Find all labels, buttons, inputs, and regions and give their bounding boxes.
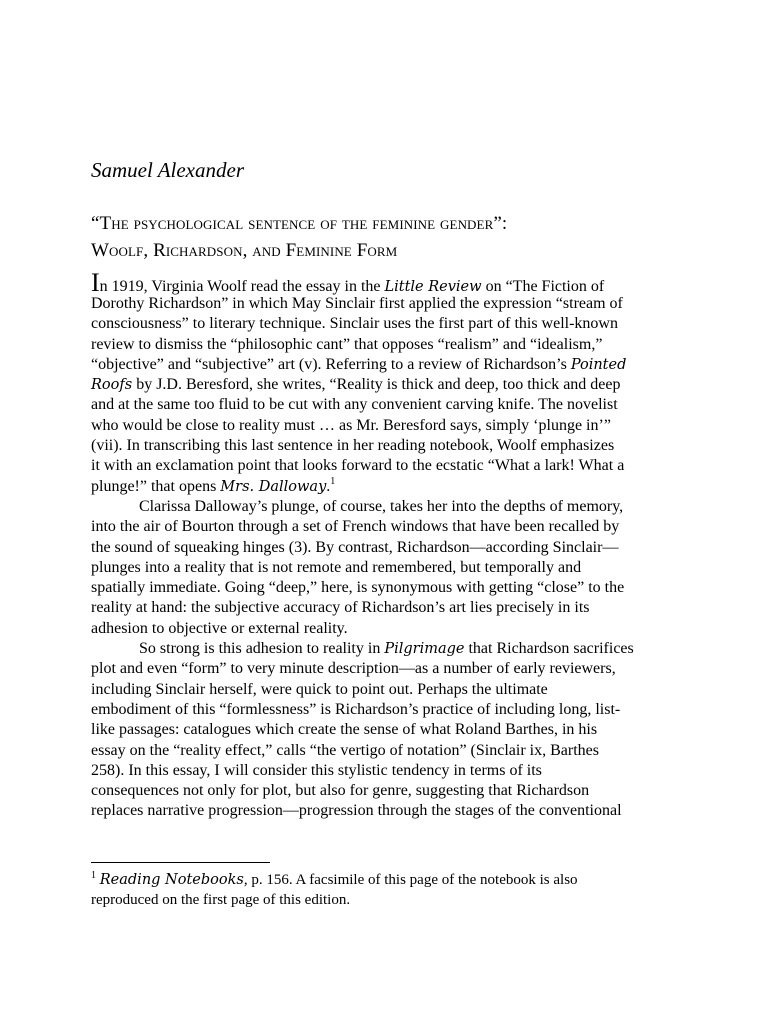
paragraph-3-line: consequences not only for plot, but also for genre, suggesting that Richardson — [91, 782, 590, 800]
paragraph-2-line: reality at hand: the subjective accuracy of Richardson’s art lies precisely in its — [91, 599, 590, 617]
book-title: Mrs. Dalloway — [220, 478, 327, 495]
book-title: Roofs — [91, 377, 133, 394]
paragraph-3-line: like passages: catalogues which create the sense of what Roland Barthes, in his — [91, 721, 598, 739]
book-title: Pointed — [570, 356, 627, 373]
paragraph-1-line: review to dismiss the “philosophic cant” that opposes “realism” and “idealism,” — [91, 335, 603, 353]
footnote-reference[interactable]: 1 — [330, 475, 336, 487]
footnote-divider — [91, 862, 270, 863]
paragraph-1-line: plunge!” that opens Mrs. Dalloway.$^1$ — [91, 475, 336, 495]
footnote-line-2: reproduced on the first page of this edition. — [91, 892, 351, 908]
footnote-book-title: Reading Notebooks — [99, 872, 244, 888]
paragraph-1-line: consciousness” to literary technique. Sinclair uses the first part of this well-known — [91, 315, 618, 333]
paragraph-3-line: including Sinclair herself, were quick to point out. Perhaps the ultimate — [91, 680, 548, 698]
paragraph-3-line: embodiment of this “formlessness” is Richardson’s practice of including long, list- — [91, 700, 621, 718]
paragraph-1-line-1: In 1919, Virginia Woolf read the essay in the Little Review on “The Fiction of — [91, 268, 605, 297]
author-name: Samuel Alexander — [91, 158, 244, 182]
paragraph-2-line: Clarissa Dalloway’s plunge, of course, takes her into the depths of memory, — [139, 497, 624, 515]
paragraph-2-line: the sound of squeaking hinges (3). By contrast, Richardson—according Sinclair— — [91, 538, 619, 556]
paragraph-1-line: it with an exclamation point that looks forward to the ecstatic “What a lark! What a — [91, 457, 625, 475]
footnote-marker: 1 — [91, 870, 96, 881]
essay-title-line-1: “The psychological sentence of the feminine gender”: — [91, 213, 508, 234]
paragraph-1-line: Roofs by J.D. Beresford, she writes, “Reality is thick and deep, too thick and deep — [91, 376, 621, 394]
paragraph-2-line: spatially immediate. Going “deep,” here, is synonymous with getting “close” to the — [91, 579, 625, 597]
footnote-line-1: $^1$ Reading Notebooks, p. 156. A facsimile of this page of the notebook is also — [91, 870, 578, 888]
drop-cap: I — [91, 268, 100, 297]
paragraph-3-line: plot and even “form” to very minute description—as a number of early reviewers, — [91, 660, 616, 678]
essay-body — [91, 266, 686, 822]
paragraph-2-line: into the air of Bourton through a set of French windows that have been recalled by — [91, 518, 620, 536]
paragraph-1-line: “objective” and “subjective” art (v). Referring to a review of Richardson’s Pointed — [91, 355, 627, 373]
paragraph-3-line: So strong is this adhesion to reality in Pilgrimage that Richardson sacrifices — [139, 640, 634, 658]
paragraph-2-line: adhesion to objective or external reality. — [91, 619, 348, 637]
paragraph-2-line: plunges into a reality that is not remote and remembered, but temporally and — [91, 558, 582, 576]
paragraph-3-line: replaces narrative progression—progression through the stages of the conventional — [91, 802, 622, 820]
paragraph-1-line: (vii). In transcribing this last sentence in her reading notebook, Woolf emphasizes — [91, 437, 615, 455]
journal-title: Little Review — [384, 279, 482, 295]
footnote — [91, 870, 686, 910]
paragraph-3-line: 258). In this essay, I will consider this stylistic tendency in terms of its — [91, 761, 542, 779]
paragraph-3-line: essay on the “reality effect,” calls “the vertigo of notation” (Sinclair ix, Barthes — [91, 741, 599, 759]
essay-title-line-2: Woolf, Richardson, and Feminine Form — [91, 240, 398, 261]
paragraph-1-line: and at the same too fluid to be cut with any convenient carving knife. The novelist — [91, 396, 618, 414]
paragraph-1-line: Dorothy Richardson” in which May Sinclair first applied the expression “stream of — [91, 295, 623, 312]
paragraph-1-line: who would be close to reality must … as Mr. Beresford says, simply ‘plunge in’” — [91, 416, 611, 434]
book-title: Pilgrimage — [384, 641, 465, 658]
